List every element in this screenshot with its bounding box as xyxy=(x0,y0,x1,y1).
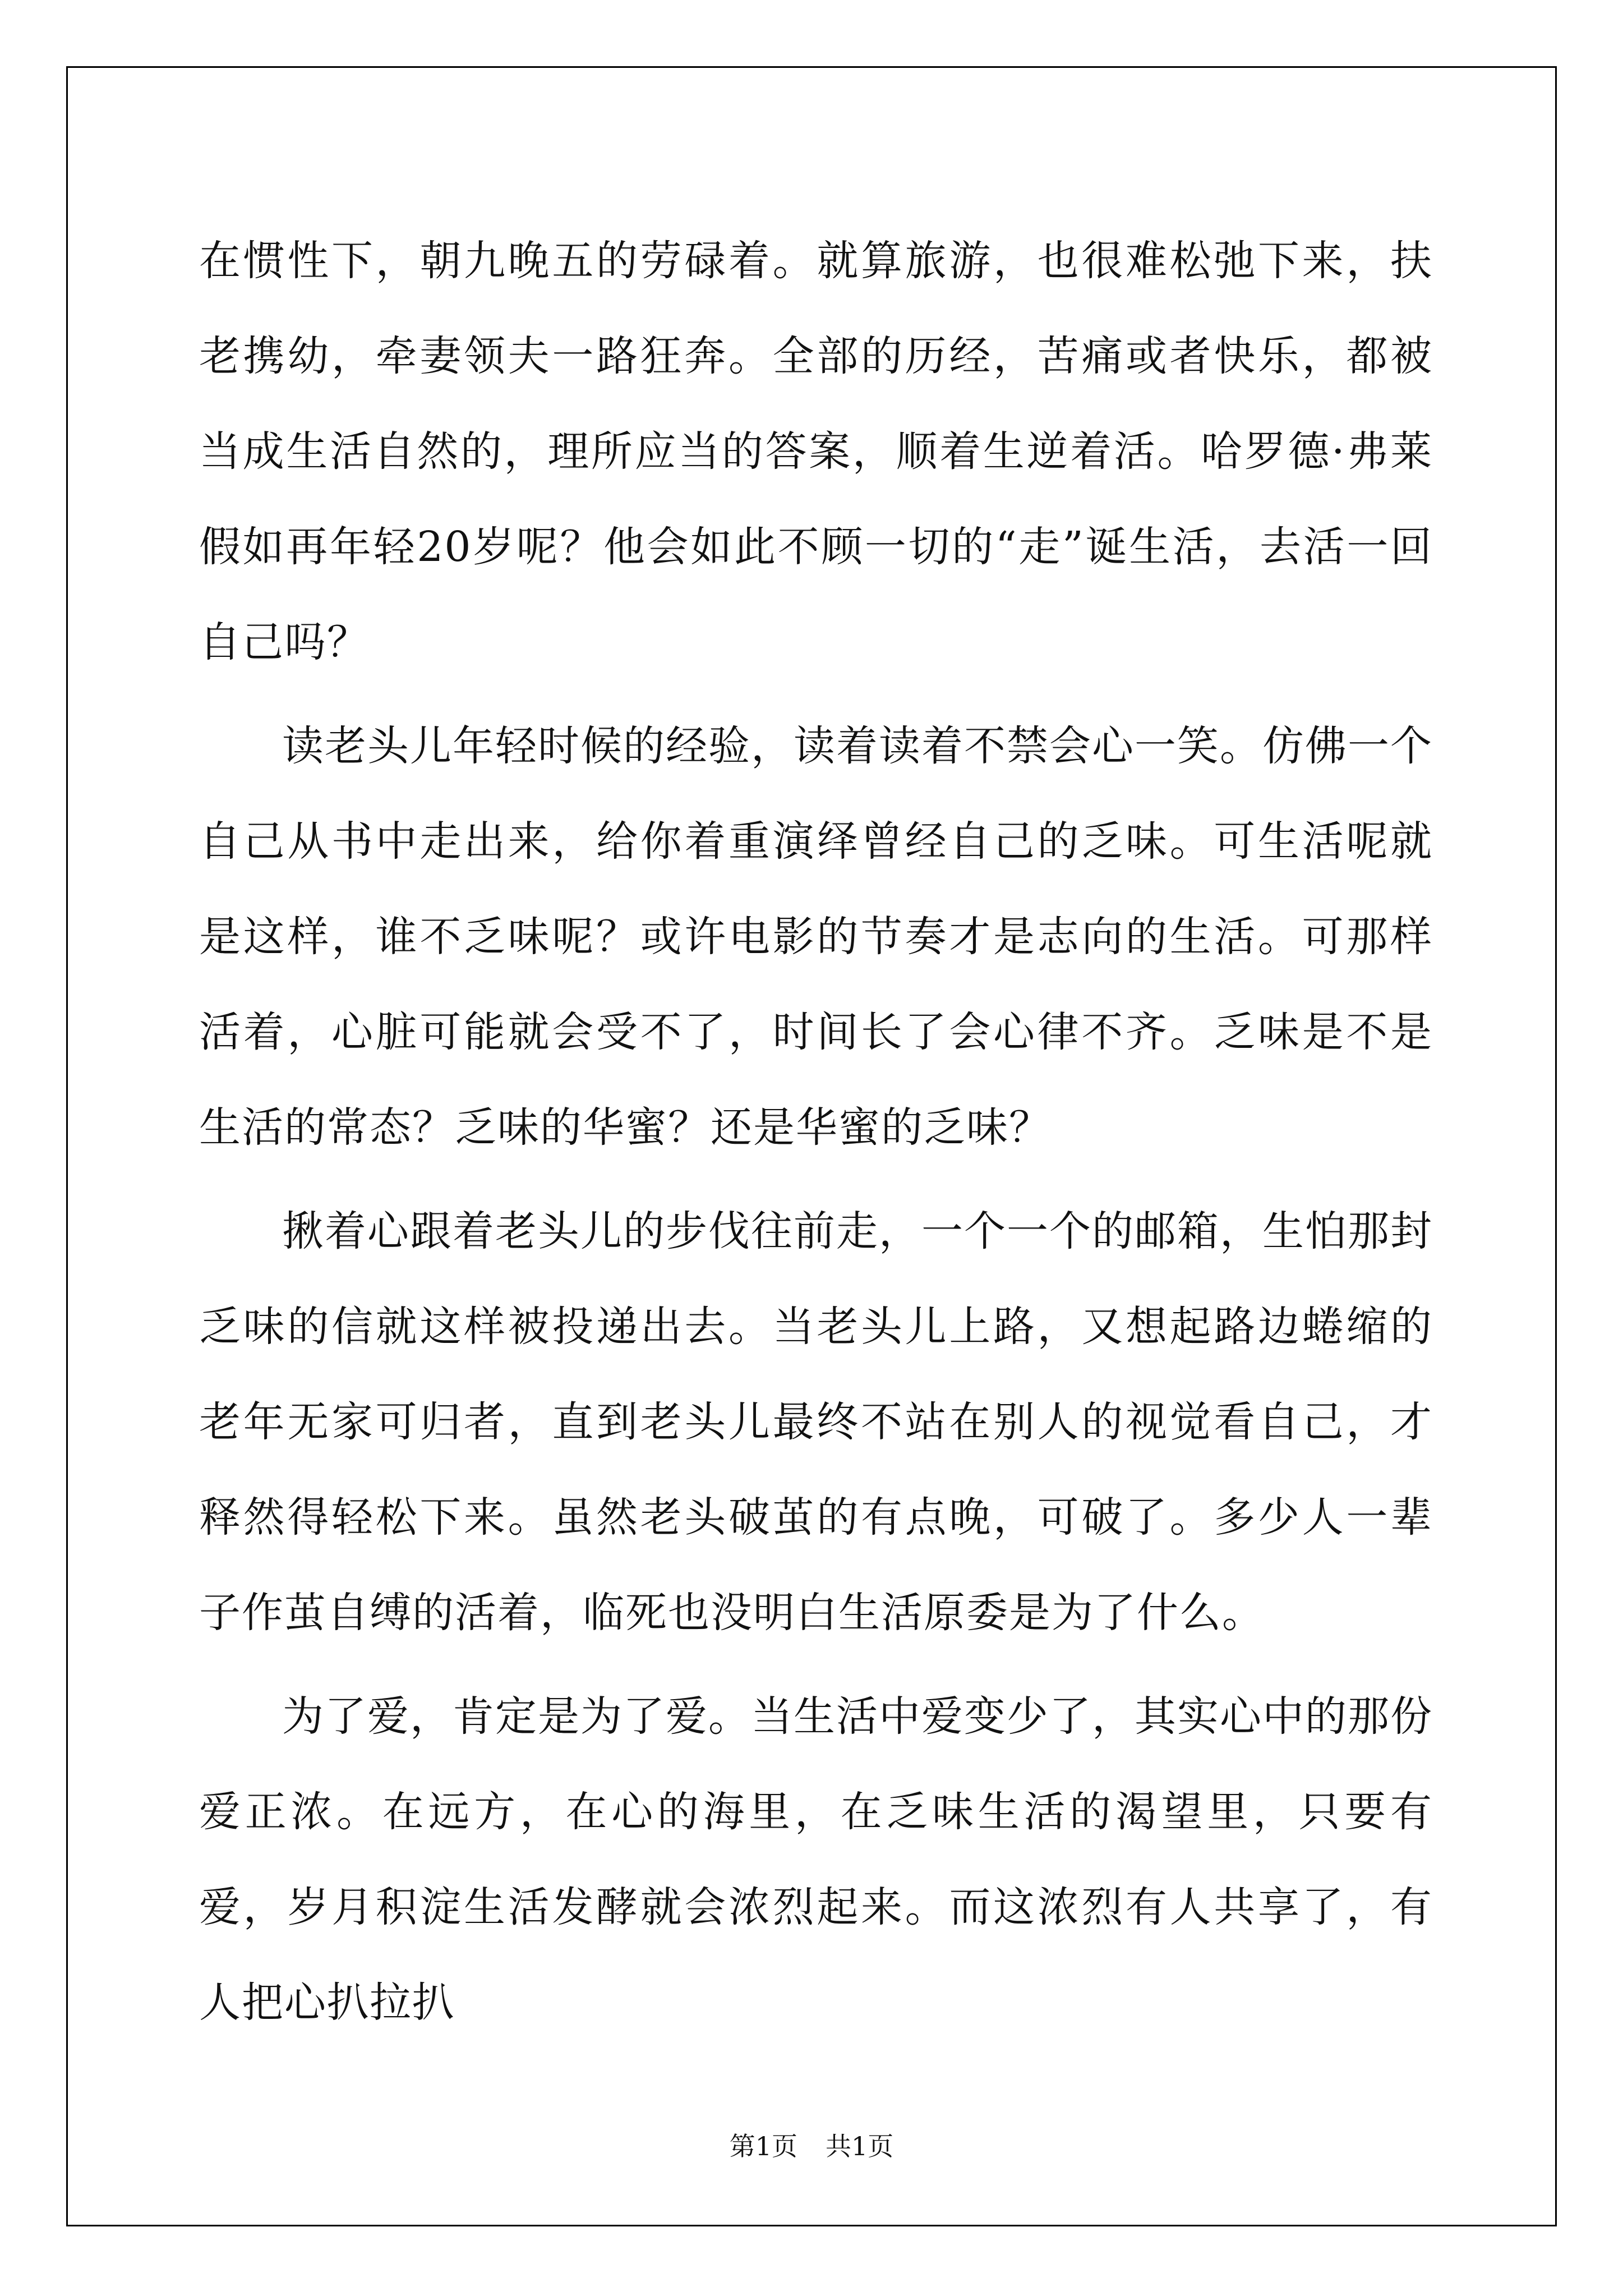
paragraph-4: 为了爱，肯定是为了爱。当生活中爱变少了，其实心中的那份爱正浓。在远方，在心的海里，在乏味生活的渴望里，只要有爱，岁月积淀生活发酵就会浓烈起来。而这浓烈有人共享了，有人把心扒拉扒 xyxy=(199,1692,1433,2027)
page-footer xyxy=(0,2126,1623,2163)
paragraph-1: 在惯性下，朝九晚五的劳碌着。就算旅游，也很难松弛下来，扶老携幼，牵妻领夫一路狂奔。全部的历经，苦痛或者快乐，都被当成生活自然的，理所应当的答案，顺着生逆着活。哈罗德·弗莱假如再年轻20岁呢？他会如此不顾一切的“走”诞生活，去活一回自己吗？ xyxy=(199,237,1433,666)
page-total: 共1页 xyxy=(826,2131,894,2161)
page-number: 第1页 xyxy=(729,2131,797,2161)
paragraph-2: 读老头儿年轻时候的经验，读着读着不禁会心一笑。仿佛一个自己从书中走出来，给你着重演绎曾经自己的乏味。可生活呢就是这样，谁不乏味呢？或许电影的节奏才是志向的生活。可那样活着，心脏可能就会受不了，时间长了会心律不齐。乏味是不是生活的常态？乏味的华蜜？还是华蜜的乏味？ xyxy=(199,722,1433,1152)
document-body xyxy=(199,213,1433,2059)
paragraph-3: 揪着心跟着老头儿的步伐往前走，一个一个的邮箱，生怕那封乏味的信就这样被投递出去。当老头儿上路，又想起路边蜷缩的老年无家可归者，直到老头儿最终不站在别人的视觉看自己，才释然得轻松下来。虽然老头破茧的有点晚，可破了。多少人一辈子作茧自缚的活着，临死也没明白生活原委是为了什么。 xyxy=(199,1207,1433,1637)
